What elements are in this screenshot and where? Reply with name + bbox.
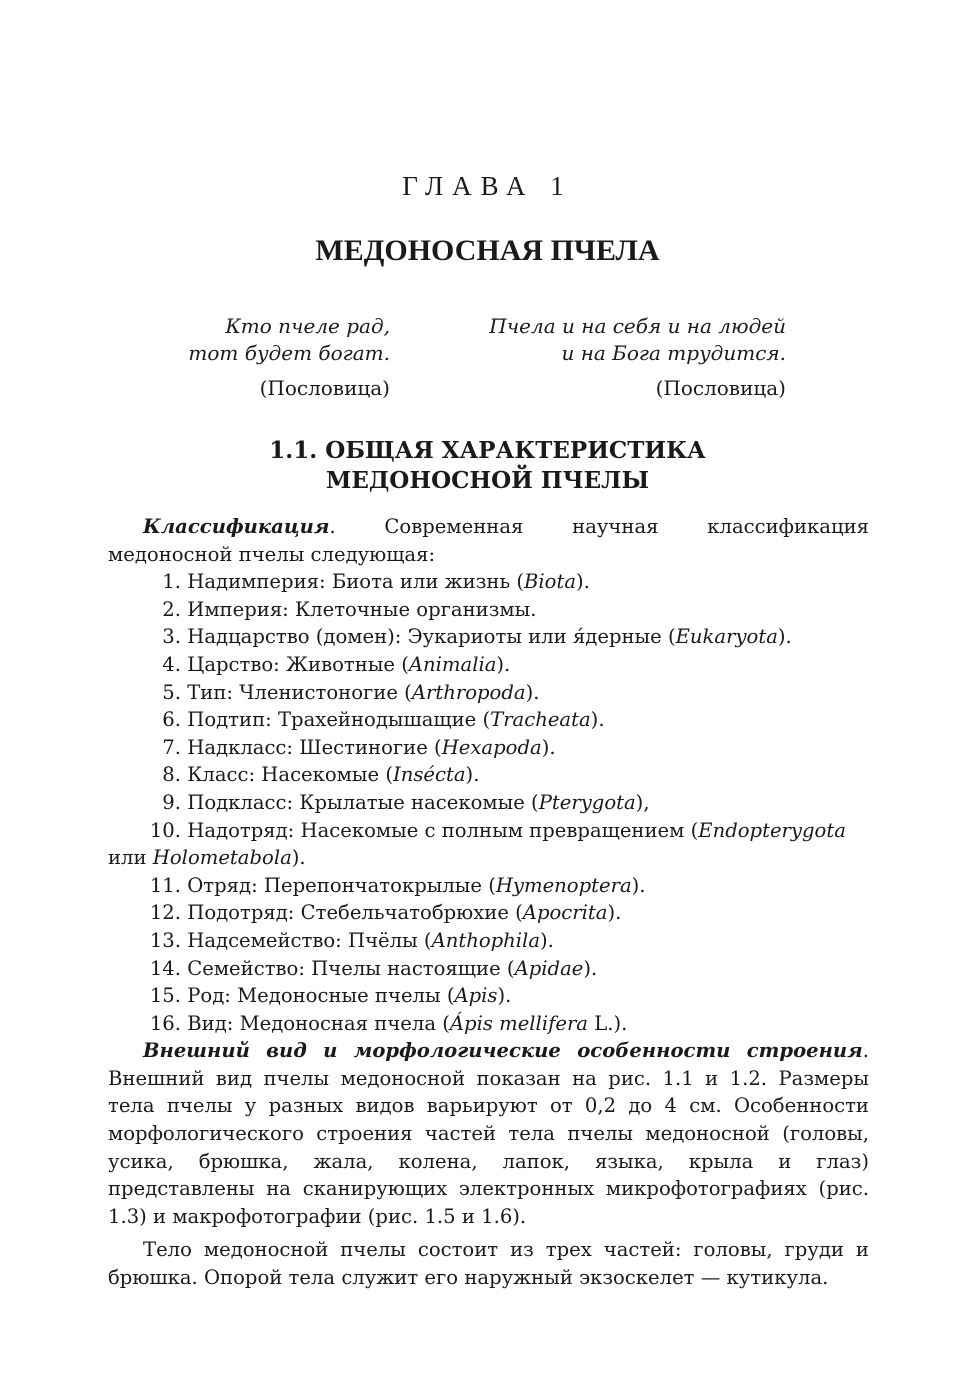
epigraph-left-line2: тот будет богат. — [188, 341, 390, 365]
list-item: 9. Подкласс: Крылатые насекомые (Pterygota), — [162, 790, 650, 814]
list-item: 12. Подотряд: Стебельчатобрюхие (Apocrita). — [149, 901, 622, 925]
body-text — [108, 513, 869, 1292]
epigraph-right-source: (Пословица) — [655, 376, 786, 400]
list-item: 4. Царство: Животные (Animalia). — [162, 652, 511, 676]
section-heading-line2: МЕДОНОСНОЙ ПЧЕЛЫ — [325, 467, 650, 494]
list-item: 8. Класс: Насекомые (Insécta). — [162, 763, 480, 787]
list-item: 2. Империя: Клеточные организмы. — [162, 597, 537, 621]
chapter-label: ГЛАВА 1 — [402, 171, 573, 201]
epigraph-right-line2: и на Бога трудится. — [561, 341, 786, 365]
classification-intro: . Современная научная классификация медоносной пчелы следующая: — [108, 515, 869, 566]
classification-paragraph — [108, 513, 869, 568]
list-item: 13. Надсемейство: Пчёлы (Anthophila). — [149, 928, 554, 952]
morphology-lead: Внешний вид и морфологические особенности строения — [143, 1039, 863, 1063]
epigraph-left-source: (Пословица) — [259, 376, 390, 400]
list-item: 14. Семейство: Пчелы настоящие (Apidae). — [149, 956, 598, 980]
section-heading — [0, 436, 975, 496]
body-paragraph: Тело медоносной пчелы состоит из трех частей: головы, груди и брюшка. Опорой тела служит его наружный экзоскелет — кутикула. — [108, 1238, 869, 1290]
list-item: 15. Род: Медоносные пчелы (Apis). — [149, 984, 512, 1008]
epigraph-left — [188, 313, 390, 402]
classification-lead: Классификация — [143, 515, 330, 538]
list-item: 6. Подтип: Трахейнодышащие (Tracheata). — [162, 708, 605, 732]
list-item: 11. Отряд: Перепончатокрылые (Hymenoptera). — [149, 873, 646, 897]
epigraph-right — [489, 313, 786, 402]
list-item: 7. Надкласс: Шестиногие (Hexapoda). — [162, 735, 556, 759]
epigraph-left-line1: Кто пчеле рад, — [225, 314, 390, 338]
classification-list — [108, 568, 869, 1037]
morphology-text: . Внешний вид пчелы медоносной показан на рис. 1.1 и 1.2. Размеры тела пчелы у разных видов варьируют от 0,2 до 4 см. Особенности морфологического строения частей тела пчелы медоносной (головы, усика, брюшка, жала, колена, лапок, языка, крыла и глаз) представлены на сканирующих электронных микрофотографиях (рис. 1.3) и макрофотографии (рис. 1.5 и 1.6). — [108, 1039, 869, 1228]
list-item: 16. Вид: Медоносная пчела (Ápis mellifera L.). — [149, 1011, 628, 1035]
epigraph-right-line1: Пчела и на себя и на людей — [489, 314, 786, 338]
list-item: 1. Надимперия: Биота или жизнь (Biota). — [162, 570, 590, 594]
list-item: 5. Тип: Членистоногие (Arthropoda). — [162, 680, 540, 704]
list-item: 3. Надцарство (домен): Эукариоты или я́дерные (Eukaryota). — [162, 625, 792, 649]
list-item: 10. Надотряд: Насекомые с полным превращением (Endopterygota или Holometabola). — [108, 818, 846, 870]
chapter-title: МЕДОНОСНАЯ ПЧЕЛА — [315, 234, 660, 267]
morphology-paragraph — [108, 1037, 869, 1230]
section-heading-line1: 1.1. ОБЩАЯ ХАРАКТЕРИСТИКА — [269, 437, 706, 464]
